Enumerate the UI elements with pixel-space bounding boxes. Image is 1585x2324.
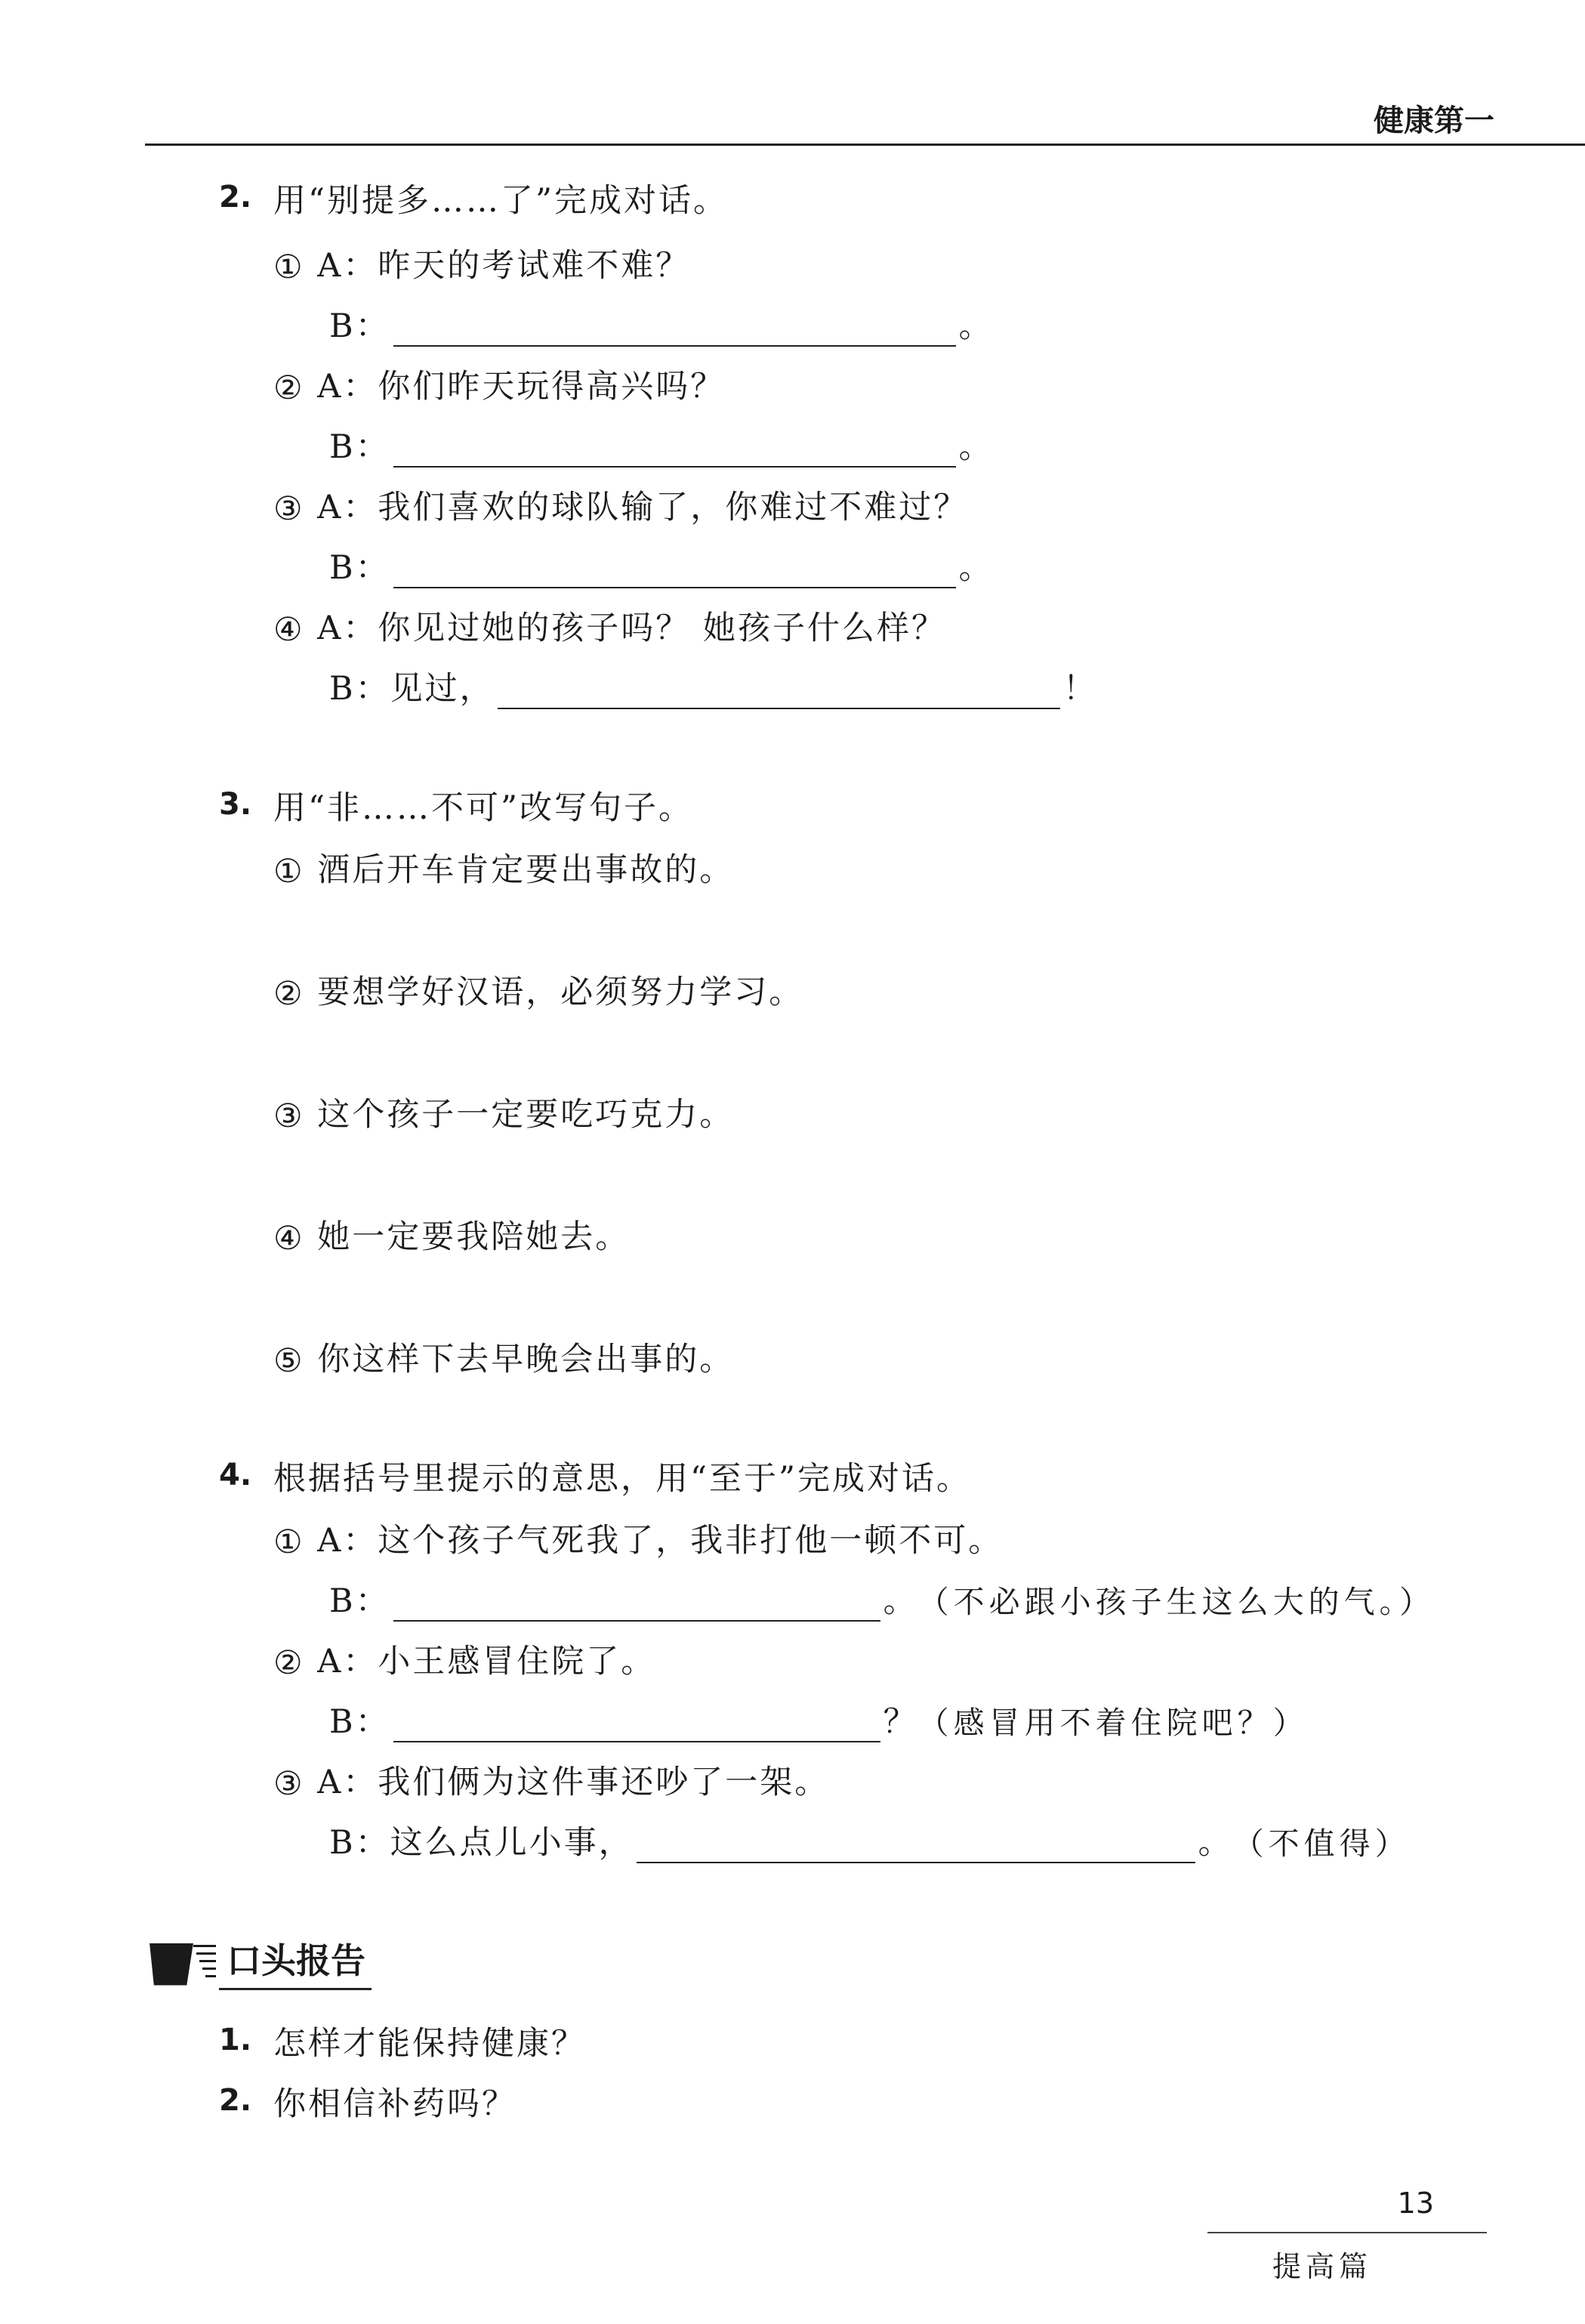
q4-item-1-b-end: 。 bbox=[883, 1582, 918, 1620]
q2-item-3-b bbox=[329, 542, 994, 588]
question-3-number: 3. bbox=[219, 787, 252, 822]
q2-item-3-b-label: B： bbox=[329, 549, 390, 587]
q3-item-2 bbox=[273, 967, 803, 1013]
q2-item-2-b-label: B： bbox=[329, 428, 390, 466]
q2-item-4-answer-blank[interactable] bbox=[498, 673, 1060, 709]
q3-item-3-text: 这个孩子一定要吃巧克力。 bbox=[317, 1096, 735, 1134]
question-4-instruction: 根据括号里提示的意思，用“至于”完成对话。 bbox=[273, 1460, 971, 1498]
q4-item-1-b-label: B： bbox=[329, 1582, 390, 1620]
q4-item-3-b-end: 。 bbox=[1198, 1824, 1233, 1862]
q2-item-2-a bbox=[273, 361, 725, 407]
q4-item-1-marker: ① bbox=[273, 1523, 305, 1561]
question-2-number: 2. bbox=[219, 180, 252, 214]
q2-item-3-a bbox=[273, 482, 968, 528]
q4-item-2-question: A：小王感冒住院了。 bbox=[317, 1643, 656, 1681]
q3-item-5 bbox=[273, 1334, 734, 1380]
q4-item-2-b-label: B： bbox=[329, 1703, 390, 1741]
q4-item-3-b-prefix: 这么点儿小事， bbox=[390, 1824, 634, 1862]
q3-item-5-marker: ⑤ bbox=[273, 1342, 305, 1380]
q4-item-3-b-label: B： bbox=[329, 1824, 390, 1862]
oral-item-1-number: 1. bbox=[219, 2023, 252, 2057]
q3-item-4 bbox=[273, 1211, 630, 1258]
q2-item-1-b bbox=[329, 301, 994, 347]
q2-item-2-question: A：你们昨天玩得高兴吗？ bbox=[317, 368, 726, 406]
q4-item-1-b bbox=[329, 1576, 1435, 1622]
q4-item-2-answer-blank[interactable] bbox=[393, 1706, 880, 1742]
q4-item-3-question: A：我们俩为这件事还吵了一架。 bbox=[317, 1764, 830, 1801]
q3-item-4-marker: ④ bbox=[273, 1220, 305, 1258]
q3-item-3 bbox=[273, 1089, 734, 1135]
q3-item-2-marker: ② bbox=[273, 975, 305, 1013]
q4-item-3-b bbox=[329, 1817, 1411, 1863]
q3-item-1 bbox=[273, 844, 734, 890]
q2-item-1-marker: ① bbox=[273, 248, 305, 286]
q2-item-4-marker: ④ bbox=[273, 611, 305, 649]
section-banner-icon bbox=[150, 1937, 219, 1987]
oral-item-2-number: 2. bbox=[219, 2083, 252, 2118]
question-3-instruction: 用“非……不可”改写句子。 bbox=[273, 789, 693, 827]
q2-item-4-b bbox=[329, 663, 1098, 709]
q2-item-2-marker: ② bbox=[273, 369, 305, 407]
q2-item-4-b-label: B： bbox=[329, 670, 390, 708]
q4-item-3-marker: ③ bbox=[273, 1765, 305, 1803]
q2-item-1-question: A：昨天的考试难不难？ bbox=[317, 247, 691, 285]
q2-item-3-question: A：我们喜欢的球队输了，你难过不难过？ bbox=[317, 489, 969, 526]
q4-item-3-hint: （不值得） bbox=[1232, 1826, 1411, 1862]
q2-item-4-b-end: ！ bbox=[1062, 670, 1098, 708]
q4-item-3-answer-blank[interactable] bbox=[637, 1827, 1195, 1863]
footer-rule bbox=[1207, 2232, 1487, 2233]
q4-item-2-a bbox=[273, 1636, 655, 1682]
q2-item-1-answer-blank[interactable] bbox=[393, 310, 956, 347]
header-rule bbox=[145, 144, 1585, 146]
q4-item-3-a bbox=[273, 1757, 829, 1803]
q2-item-4-b-prefix: 见过， bbox=[390, 670, 495, 708]
q2-item-2-b bbox=[329, 421, 994, 468]
oral-item-2-text: 你相信补药吗？ bbox=[273, 2085, 517, 2123]
q4-item-1-question: A：这个孩子气死我了，我非打他一顿不可。 bbox=[317, 1522, 1004, 1560]
q2-item-3-b-end: 。 bbox=[958, 549, 994, 587]
question-2-instruction: 用“别提多……了”完成对话。 bbox=[273, 182, 728, 220]
oral-report-section-header bbox=[150, 1934, 372, 1990]
q3-item-4-text: 她一定要我陪她去。 bbox=[317, 1218, 631, 1256]
q3-item-2-text: 要想学好汉语，必须努力学习。 bbox=[317, 974, 804, 1011]
q3-item-5-text: 你这样下去早晚会出事的。 bbox=[317, 1341, 735, 1378]
q2-item-1-b-label: B： bbox=[329, 307, 390, 345]
q4-item-1-answer-blank[interactable] bbox=[393, 1585, 880, 1622]
q3-item-1-text: 酒后开车肯定要出事故的。 bbox=[317, 851, 735, 889]
q2-item-1-b-end: 。 bbox=[958, 307, 994, 345]
q4-item-2-b bbox=[329, 1696, 1309, 1742]
q2-item-3-answer-blank[interactable] bbox=[393, 552, 956, 588]
q2-item-1-a bbox=[273, 240, 690, 286]
footer-label: 提高篇 bbox=[1272, 2250, 1373, 2283]
question-4-number: 4. bbox=[219, 1458, 252, 1492]
q4-item-2-b-end: ？ bbox=[883, 1703, 918, 1741]
q2-item-3-marker: ③ bbox=[273, 490, 305, 528]
q4-item-2-marker: ② bbox=[273, 1644, 305, 1682]
q4-item-1-hint: （不必跟小孩子生这么大的气。） bbox=[917, 1584, 1435, 1620]
oral-item-1-text: 怎样才能保持健康？ bbox=[273, 2025, 586, 2063]
q4-item-2-hint: （感冒用不着住院吧？） bbox=[917, 1705, 1309, 1741]
q2-item-4-question: A：你见过她的孩子吗？ 她孩子什么样？ bbox=[317, 610, 946, 647]
q2-item-2-b-end: 。 bbox=[958, 428, 994, 466]
q3-item-1-marker: ① bbox=[273, 853, 305, 890]
q2-item-4-a bbox=[273, 603, 946, 649]
q3-item-3-marker: ③ bbox=[273, 1097, 305, 1135]
q2-item-2-answer-blank[interactable] bbox=[393, 431, 956, 468]
q4-item-1-a bbox=[273, 1515, 1003, 1561]
page-number: 13 bbox=[1397, 2187, 1434, 2220]
oral-report-title: 口头报告 bbox=[219, 1934, 372, 1990]
running-header: 健康第一 bbox=[1374, 103, 1494, 138]
